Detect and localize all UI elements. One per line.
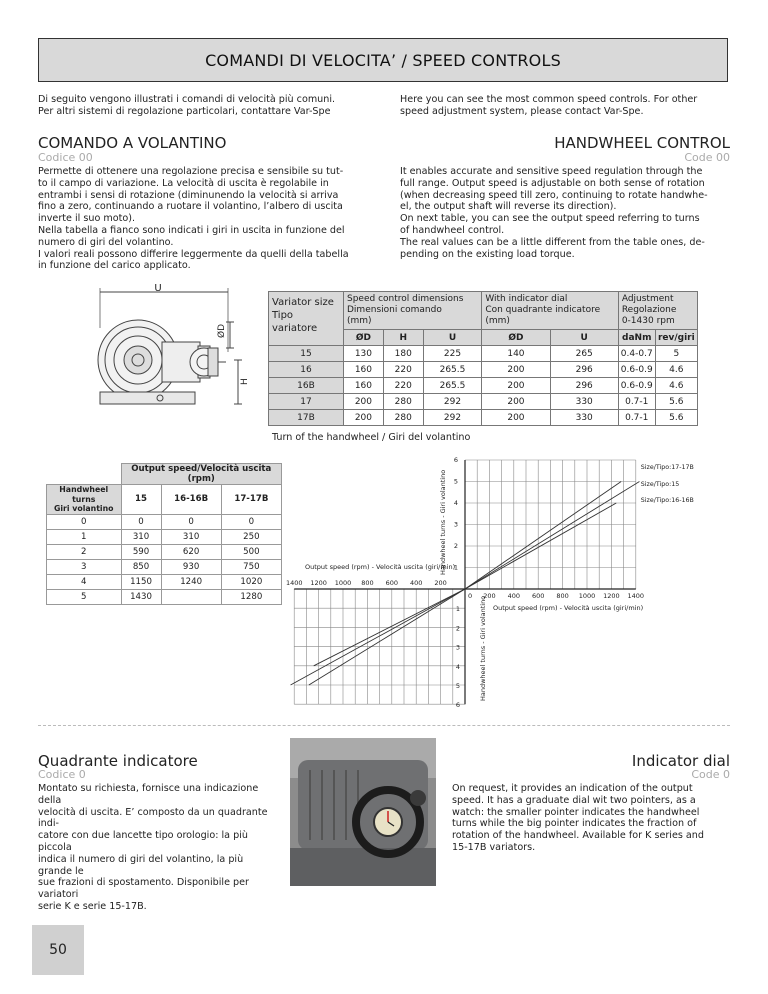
page-number-box	[32, 925, 84, 975]
chart-xlabel-left: Output speed (rpm) - Velocità uscita (giri/min)	[305, 563, 456, 571]
table-cell: 296	[550, 378, 618, 394]
variator-drawing	[80, 282, 250, 418]
table-cell: 200	[344, 394, 384, 410]
table-cell	[161, 589, 221, 604]
table-cell: 5.6	[655, 410, 697, 426]
x-tick-label: 400	[507, 592, 521, 600]
x-tick-label: 600	[531, 592, 545, 600]
x-tick-label: 1200	[603, 592, 620, 600]
text-line: in funzione del carico applicato.	[38, 260, 191, 272]
text-line: 15-17B variators.	[452, 841, 536, 853]
table-cell: 140	[482, 346, 550, 362]
y-tick-label: 2	[455, 624, 461, 633]
table-cell: 160	[344, 362, 384, 378]
intro-it	[38, 94, 368, 118]
table-cell: 292	[423, 394, 482, 410]
intro-en-line: Here you can see the most common speed controls. For other	[400, 94, 698, 105]
output-table-title: Output speed/Velocità uscita (rpm)	[121, 464, 282, 485]
text-line: numero di giri del volantino.	[38, 236, 174, 248]
table-corner	[47, 464, 122, 485]
table-cell: 330	[550, 410, 618, 426]
text-line: pending on the existing load torque.	[400, 248, 575, 260]
intro-en-line: speed adjustment system, please contact Var-Spe.	[400, 105, 644, 117]
y-tick-label: 3	[453, 520, 459, 529]
table-row	[47, 514, 282, 529]
dim-h-label: H	[240, 378, 250, 385]
table-row	[269, 362, 698, 378]
text-line: Tipo variatore	[272, 310, 318, 334]
y-tick-label: 4	[455, 662, 461, 671]
table-cell: 4.6	[655, 378, 697, 394]
legend-label: Size/Tipo:16-16B	[640, 497, 694, 504]
table-cell: 1280	[221, 589, 281, 604]
text-line: (mm)	[347, 316, 372, 326]
table-cell: 4	[47, 574, 122, 589]
chart-ylabel-top: Handwheel turns - Giri volantino	[439, 469, 447, 575]
text-line: Handwheel turns	[59, 485, 109, 504]
table-cell: 1240	[161, 574, 221, 589]
y-tick-label: 5	[455, 682, 461, 690]
table-cell: 296	[550, 362, 618, 378]
dim-d-label: ØD	[217, 323, 227, 338]
text-line: catore con due lancette tipo orologio: la più piccola	[38, 830, 248, 853]
text-line: watch: the smaller pointer indicates the handwheel	[452, 806, 700, 818]
y-tick-label: 1	[453, 563, 459, 572]
handwheel-title-en: HANDWHEEL CONTROL	[554, 134, 730, 152]
table-cell: 4.6	[655, 362, 697, 378]
text-line: With indicator dial	[485, 294, 568, 304]
table-row	[47, 529, 282, 544]
table-cell: 200	[482, 362, 550, 378]
table-cell: 0	[121, 514, 161, 529]
handwheel-code-it: Codice 00	[38, 151, 93, 164]
table-cell: 5	[655, 346, 697, 362]
indicator-text-it	[38, 783, 278, 913]
indicator-title-it: Quadrante indicatore	[38, 752, 198, 770]
page-number: 50	[49, 942, 67, 958]
text-line: indica il numero di giri del volantino, la più grande le	[38, 853, 244, 877]
y-tick-label: 2	[453, 542, 459, 550]
series-line-reverse	[291, 589, 465, 685]
text-line: 0-1430 rpm	[621, 316, 675, 326]
table-cell: 200	[482, 378, 550, 394]
x-tick-label: 1400	[627, 592, 645, 600]
table-row	[47, 544, 282, 559]
table-cell: 850	[121, 559, 161, 574]
x-tick-label: 800	[556, 592, 569, 600]
chart-legend	[641, 464, 694, 504]
intro-it-line: Per altri sistemi di regolazione particolari, contattare Var-Spe	[38, 105, 331, 117]
x-tick-label: 600	[385, 579, 399, 587]
spec-col2-header	[344, 292, 482, 330]
spec-subheader: ØD	[482, 330, 550, 346]
handwheel-code-en: Code 00	[684, 151, 730, 164]
text-line: Variator size	[272, 297, 334, 308]
dim-u-label: U	[154, 283, 162, 294]
text-line: Regolazione	[621, 305, 677, 315]
table-cell: 0.6-0.9	[618, 378, 655, 394]
table-cell: 17	[269, 394, 344, 410]
table-cell: 16	[269, 362, 344, 378]
table-row	[269, 378, 698, 394]
table-cell: 16B	[269, 378, 344, 394]
table-cell: 180	[383, 346, 423, 362]
text-line: It enables accurate and sensitive speed regulation through the	[400, 166, 703, 177]
y-tick-label: 6	[455, 701, 461, 710]
y-tick-label: 6	[453, 456, 459, 464]
table-cell: 0.4-0.7	[618, 346, 655, 362]
spec-col4-header	[618, 292, 697, 330]
text-line: Montato su richiesta, fornisce una indicazione della	[38, 783, 259, 806]
spec-table	[268, 291, 698, 426]
table-row	[269, 410, 698, 426]
text-line: Adjustment	[621, 294, 674, 304]
text-line: (when decreasing speed till zero, continuing to rotate handwhe-	[400, 189, 708, 201]
x-tick-label: 1200	[310, 579, 327, 587]
spec-col1-header	[269, 292, 344, 346]
y-tick-label: 4	[453, 499, 459, 507]
table-cell: 5	[47, 589, 122, 604]
indicator-dial-photo	[290, 738, 436, 886]
text-line: inverte il suo moto).	[38, 213, 136, 225]
table-cell: 330	[550, 394, 618, 410]
output-col-header: 17-17B	[221, 485, 281, 515]
spec-subheader: ØD	[344, 330, 384, 346]
table-cell: 130	[344, 346, 384, 362]
table-cell: 220	[383, 378, 423, 394]
section-divider	[38, 725, 730, 726]
text-line: speed. It has a graduate dial wit two pointers, as a	[452, 794, 696, 806]
table-cell: 310	[121, 529, 161, 544]
y-tick-label: 5	[453, 477, 459, 486]
table-cell: 1	[47, 529, 122, 544]
text-line: Giri volantino	[53, 504, 114, 513]
legend-label: Size/Tipo:17-17B	[640, 464, 694, 471]
text-line: fino a zero, continuando a ruotare il volantino, l’albero di uscita	[38, 201, 343, 213]
indicator-code-en: Code 0	[691, 768, 730, 781]
handwheel-speed-chart	[285, 446, 710, 716]
table-row	[47, 589, 282, 604]
table-cell: 1020	[221, 574, 281, 589]
text-line: turns while the big pointer indicates the fraction of	[452, 818, 697, 830]
text-line: of handwheel control.	[400, 224, 505, 236]
y-tick-label: 3	[455, 643, 461, 652]
intro-it-line: Di seguito vengono illustrati i comandi di velocità più comuni.	[38, 94, 336, 105]
output-row-header	[47, 485, 122, 515]
series-line	[465, 482, 639, 590]
intro-en	[400, 94, 730, 118]
output-col-header: 16-16B	[161, 485, 221, 515]
x-tick-label: 400	[409, 579, 423, 587]
table-cell: 220	[383, 362, 423, 378]
text-line: On next table, you can see the output speed referring to turns	[400, 213, 700, 225]
text-line: serie K e serie 15-17B.	[38, 900, 147, 912]
text-line: The real values can be a little different from the table ones, de-	[400, 236, 705, 248]
page-title: COMANDI DI VELOCITA’ / SPEED CONTROLS	[205, 50, 561, 70]
y-tick-label: 1	[455, 605, 461, 614]
text-line: I valori reali possono differire leggermente da quelli della tabella	[38, 248, 349, 260]
chart-ylabel-bottom: Handwheel turns - Giri volantino	[479, 595, 487, 701]
spec-subheader: H	[383, 330, 423, 346]
table-cell: 250	[221, 529, 281, 544]
table-cell: 225	[423, 346, 482, 362]
table-cell: 930	[161, 559, 221, 574]
table-cell: 200	[344, 410, 384, 426]
table-cell: 265.5	[423, 362, 482, 378]
text-line: Speed control dimensions	[347, 294, 464, 304]
table-cell: 0	[221, 514, 281, 529]
indicator-title-en: Indicator dial	[631, 752, 730, 770]
handwheel-text-it	[38, 166, 368, 272]
text-line: entrambi i sensi di rotazione (diminunendo la velocità si arriva	[38, 189, 339, 201]
chart-xlabel-right: Output speed (rpm) - Velocità uscita (giri/min)	[493, 604, 644, 612]
handwheel-text-en	[400, 166, 730, 260]
text-line: Dimensioni comando	[347, 305, 442, 315]
text-line: velocità di uscita. E’ composto da un quadrante indi-	[38, 806, 268, 830]
table-cell: 1430	[121, 589, 161, 604]
text-line: On request, it provides an indication of the output	[452, 783, 693, 794]
x-tick-label: 800	[361, 579, 374, 587]
graph-caption: Turn of the handwheel / Giri del volantino	[272, 432, 471, 443]
table-cell: 17B	[269, 410, 344, 426]
page-title-banner	[38, 38, 728, 82]
table-row	[269, 346, 698, 362]
table-cell: 200	[482, 410, 550, 426]
spec-col3-header	[482, 292, 619, 330]
indicator-text-en	[452, 783, 732, 854]
text-line: Con quadrante indicatore	[485, 305, 601, 315]
table-cell: 280	[383, 394, 423, 410]
table-row	[269, 394, 698, 410]
indicator-code-it: Codice 0	[38, 768, 86, 781]
table-row	[47, 574, 282, 589]
table-cell: 750	[221, 559, 281, 574]
text-line: Nella tabella a fianco sono indicati i giri in uscita in funzione del	[38, 224, 345, 236]
handwheel-title-it: COMANDO A VOLANTINO	[38, 134, 227, 152]
spec-subheader: rev/giri	[655, 330, 697, 346]
table-cell: 292	[423, 410, 482, 426]
legend-label: Size/Tipo:15	[640, 481, 680, 488]
table-cell: 3	[47, 559, 122, 574]
table-cell: 310	[161, 529, 221, 544]
text-line: (mm)	[485, 316, 510, 326]
table-cell: 265.5	[423, 378, 482, 394]
output-speed-table	[46, 463, 282, 605]
x-tick-label: 200	[434, 579, 447, 587]
table-cell: 200	[482, 394, 550, 410]
table-cell: 0	[47, 514, 122, 529]
text-line: sue frazioni di spostamento. Disponibile per variatori	[38, 877, 249, 901]
table-cell: 500	[221, 544, 281, 559]
text-line: full range. Output speed is adjustable on both sense of rotation	[400, 177, 705, 189]
text-line: el, the output shaft will reverse its direction).	[400, 201, 617, 213]
x-tick-label: 0	[468, 592, 473, 600]
x-tick-label: 1000	[334, 579, 352, 587]
table-cell: 2	[47, 544, 122, 559]
table-cell: 265	[550, 346, 618, 362]
text-line: to il campo di variazione. La velocità di uscita è regolabile in	[38, 177, 329, 189]
table-cell: 5.6	[655, 394, 697, 410]
table-cell: 620	[161, 544, 221, 559]
table-cell: 0.6-0.9	[618, 362, 655, 378]
table-cell: 590	[121, 544, 161, 559]
output-col-header: 15	[121, 485, 161, 515]
x-tick-label: 200	[483, 592, 496, 600]
x-tick-label: 1400	[285, 579, 303, 587]
table-cell: 160	[344, 378, 384, 394]
text-line: Permette di ottenere una regolazione precisa e sensibile su tut-	[38, 166, 344, 177]
table-row	[47, 559, 282, 574]
table-cell: 0	[161, 514, 221, 529]
table-cell: 0.7-1	[618, 394, 655, 410]
x-tick-label: 1000	[578, 592, 596, 600]
table-cell: 15	[269, 346, 344, 362]
table-cell: 0.7-1	[618, 410, 655, 426]
spec-subheader: daNm	[618, 330, 655, 346]
series-line	[465, 482, 621, 590]
spec-subheader: U	[550, 330, 618, 346]
text-line: rotation of the handwheel. Available for K series and	[452, 830, 704, 842]
series-line-reverse	[309, 589, 465, 685]
table-cell: 1150	[121, 574, 161, 589]
table-cell: 280	[383, 410, 423, 426]
spec-subheader: U	[423, 330, 482, 346]
